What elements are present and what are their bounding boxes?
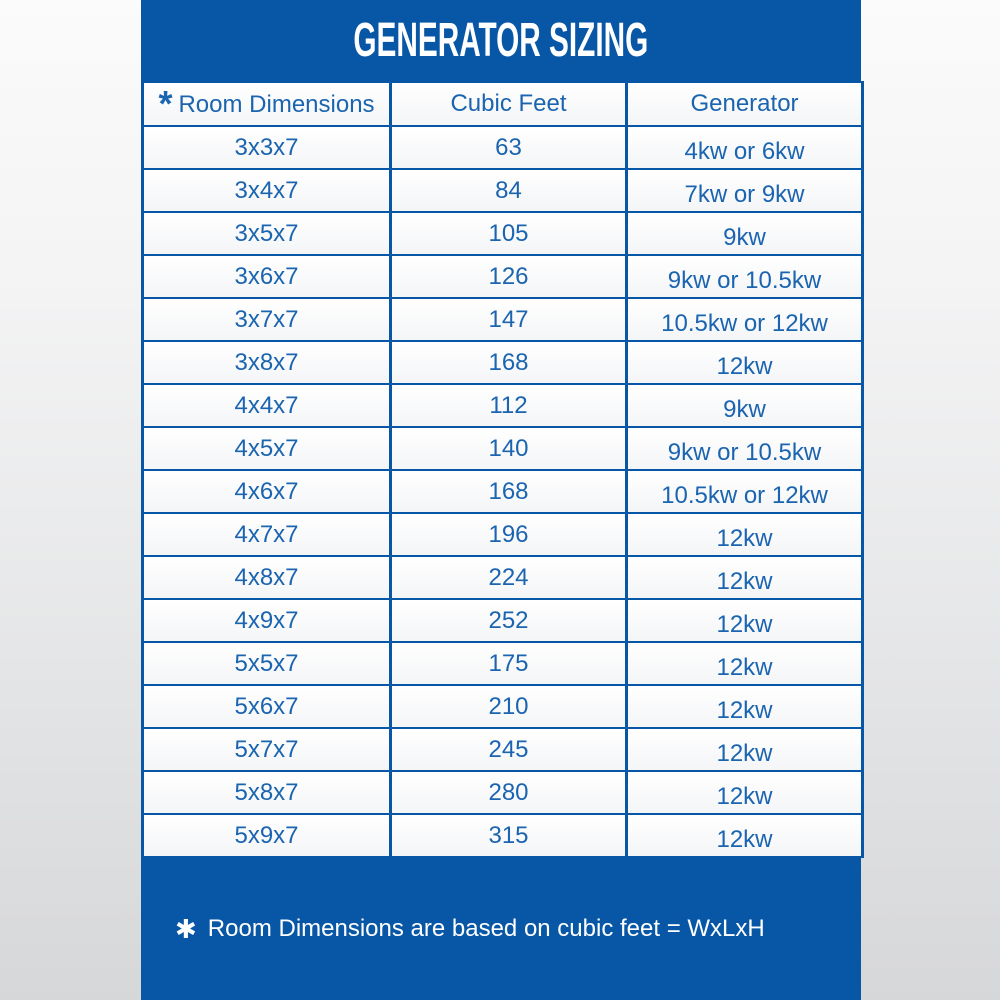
column-header-label: Cubic Feet	[450, 90, 567, 117]
cell-value: 140	[488, 434, 529, 462]
generator-cell	[627, 642, 863, 685]
cell-value: 5x7x7	[234, 735, 299, 763]
table-row	[143, 470, 863, 513]
cell-value: 12kw	[716, 610, 773, 638]
cell-value: 5x6x7	[234, 692, 299, 720]
table-row	[143, 771, 863, 814]
cell-value: 4x9x7	[234, 606, 299, 634]
cell-value: 280	[488, 778, 529, 806]
generator-cell	[627, 126, 863, 169]
room-dimensions-cell	[143, 685, 391, 728]
cell-value: 3x8x7	[234, 348, 299, 376]
room-dimensions-cell	[143, 814, 391, 857]
generator-cell	[627, 513, 863, 556]
cell-value: 147	[488, 305, 529, 333]
generator-cell	[627, 255, 863, 298]
generator-cell	[627, 771, 863, 814]
table-row	[143, 384, 863, 427]
room-dimensions-cell	[143, 599, 391, 642]
room-dimensions-cell	[143, 341, 391, 384]
generator-cell	[627, 212, 863, 255]
generator-cell	[627, 556, 863, 599]
cell-value: 9kw	[723, 395, 766, 423]
cell-value: 10.5kw or 12kw	[661, 309, 828, 337]
cubic-feet-cell	[391, 427, 627, 470]
cell-value: 10.5kw or 12kw	[661, 481, 828, 509]
cubic-feet-cell	[391, 384, 627, 427]
cell-value: 12kw	[716, 653, 773, 681]
cell-value: 196	[488, 520, 529, 548]
cell-value: 4x8x7	[234, 563, 299, 591]
cell-value: 168	[488, 348, 529, 376]
cubic-feet-cell	[391, 599, 627, 642]
cell-value: 3x4x7	[234, 176, 299, 204]
cubic-feet-cell	[391, 771, 627, 814]
room-dimensions-cell	[143, 384, 391, 427]
cubic-feet-cell	[391, 126, 627, 169]
table-row	[143, 685, 863, 728]
table-row	[143, 169, 863, 212]
blue-panel	[141, 0, 861, 1000]
cell-value: 12kw	[716, 696, 773, 724]
cell-value: 84	[495, 176, 522, 204]
column-header-label: Room Dimensions	[178, 91, 375, 118]
cell-value: 126	[488, 262, 529, 290]
table-header-row	[143, 82, 863, 126]
cell-value: 5x9x7	[234, 821, 299, 849]
cubic-feet-cell	[391, 212, 627, 255]
cell-value: 63	[495, 133, 522, 161]
room-dimensions-cell	[143, 126, 391, 169]
cell-value: 9kw or 10.5kw	[667, 438, 822, 466]
cell-value: 3x5x7	[234, 219, 299, 247]
room-dimensions-cell	[143, 513, 391, 556]
cell-value: 3x3x7	[234, 133, 299, 161]
cell-value: 4kw or 6kw	[684, 137, 805, 165]
table-row	[143, 814, 863, 857]
footnote-text: Room Dimensions are based on cubic feet = WxLxH	[207, 915, 765, 942]
cubic-feet-cell	[391, 814, 627, 857]
cubic-feet-cell	[391, 556, 627, 599]
table-row	[143, 126, 863, 169]
column-header-generator	[627, 82, 863, 126]
cell-value: 3x7x7	[234, 305, 299, 333]
column-header-room-dimensions	[143, 82, 391, 126]
room-dimensions-cell	[143, 556, 391, 599]
generator-cell	[627, 814, 863, 857]
room-dimensions-cell	[143, 642, 391, 685]
room-dimensions-cell	[143, 427, 391, 470]
cell-value: 12kw	[716, 524, 773, 552]
cell-value: 12kw	[716, 567, 773, 595]
generator-cell	[627, 728, 863, 771]
generator-cell	[627, 470, 863, 513]
room-dimensions-cell	[143, 771, 391, 814]
cubic-feet-cell	[391, 728, 627, 771]
cell-value: 4x4x7	[234, 391, 299, 419]
room-dimensions-cell	[143, 212, 391, 255]
table-row	[143, 513, 863, 556]
table-row	[143, 298, 863, 341]
cubic-feet-cell	[391, 685, 627, 728]
cell-value: 224	[488, 563, 529, 591]
cubic-feet-cell	[391, 470, 627, 513]
room-dimensions-cell	[143, 255, 391, 298]
column-header-label: Generator	[690, 90, 799, 117]
generator-cell	[627, 341, 863, 384]
table-row	[143, 599, 863, 642]
table-row	[143, 341, 863, 384]
cell-value: 168	[488, 477, 529, 505]
cubic-feet-cell	[391, 341, 627, 384]
table-row	[143, 728, 863, 771]
cell-value: 12kw	[716, 782, 773, 810]
cell-value: 3x6x7	[234, 262, 299, 290]
room-dimensions-cell	[143, 470, 391, 513]
generator-cell	[627, 384, 863, 427]
cubic-feet-cell	[391, 298, 627, 341]
cell-value: 12kw	[716, 352, 773, 380]
generator-cell	[627, 599, 863, 642]
generator-cell	[627, 427, 863, 470]
title-banner	[141, 0, 861, 81]
cell-value: 245	[488, 735, 529, 763]
column-header-cubic-feet	[391, 82, 627, 126]
page-title: GENERATOR SIZING	[353, 14, 649, 67]
footnote	[141, 858, 861, 1000]
cell-value: 315	[488, 821, 529, 849]
table-row	[143, 556, 863, 599]
cell-value: 252	[488, 606, 529, 634]
room-dimensions-cell	[143, 728, 391, 771]
cell-value: 12kw	[716, 825, 773, 853]
cell-value: 9kw	[723, 223, 766, 251]
room-dimensions-cell	[143, 298, 391, 341]
table-row	[143, 212, 863, 255]
generator-cell	[627, 169, 863, 212]
generator-cell	[627, 298, 863, 341]
generator-cell	[627, 685, 863, 728]
table-row	[143, 427, 863, 470]
cell-value: 210	[488, 692, 529, 720]
cubic-feet-cell	[391, 513, 627, 556]
cell-value: 12kw	[716, 739, 773, 767]
table-row	[143, 642, 863, 685]
cell-value: 9kw or 10.5kw	[667, 266, 822, 294]
footnote-asterisk: ✱	[175, 913, 197, 944]
cell-value: 5x8x7	[234, 778, 299, 806]
sizing-table	[141, 81, 864, 858]
room-dimensions-cell	[143, 169, 391, 212]
cell-value: 112	[489, 391, 528, 419]
cell-value: 4x5x7	[234, 434, 299, 462]
cubic-feet-cell	[391, 169, 627, 212]
asterisk-marker: *	[158, 83, 173, 124]
cell-value: 5x5x7	[234, 649, 299, 677]
cell-value: 4x6x7	[234, 477, 299, 505]
cubic-feet-cell	[391, 255, 627, 298]
cell-value: 105	[488, 219, 529, 247]
cubic-feet-cell	[391, 642, 627, 685]
table-row	[143, 255, 863, 298]
cell-value: 7kw or 9kw	[684, 180, 805, 208]
cell-value: 4x7x7	[234, 520, 299, 548]
cell-value: 175	[488, 649, 529, 677]
table-body	[143, 126, 863, 857]
